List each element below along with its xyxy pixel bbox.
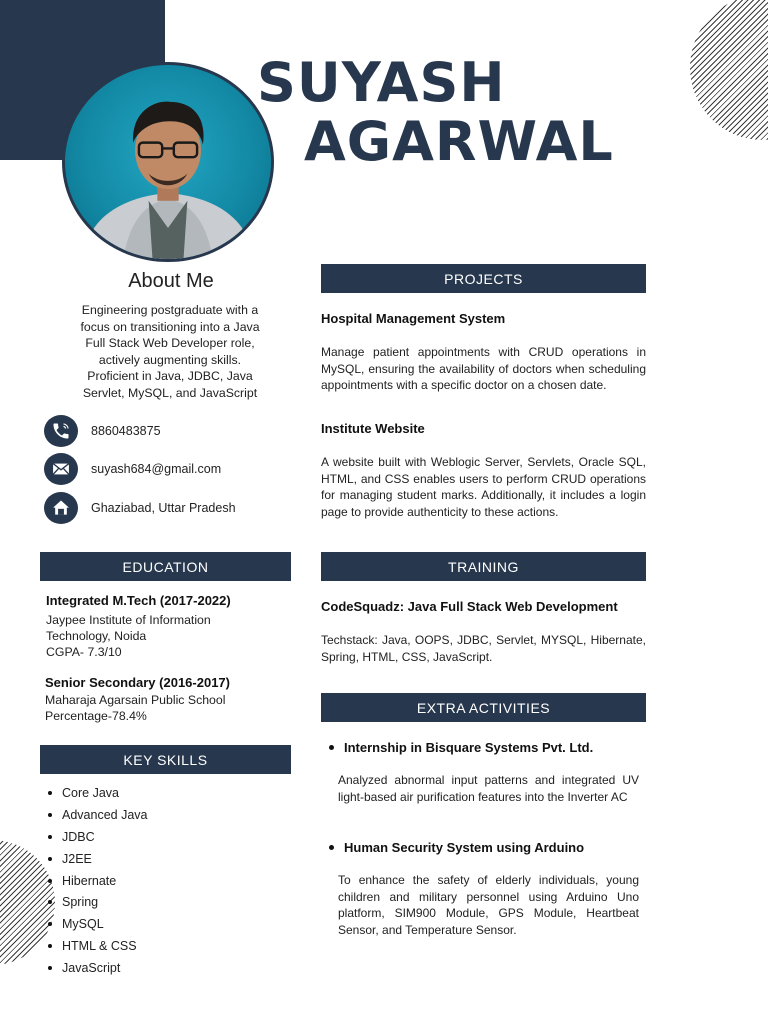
about-line: focus on transitioning into a Java (80, 319, 260, 334)
education-entry (45, 675, 230, 690)
project-description: A website built with Weblogic Server, Servlets, Oracle SQL, HTML, and CSS enables users to perform CRUD operations for managing student marks. Additionally, it includes a login page to provide authenticity to these actions. (321, 455, 646, 519)
bullet (329, 745, 334, 750)
name-last: AGARWAL (304, 110, 614, 173)
skill-item: JDBC (48, 828, 147, 850)
about-line: Proficient in Java, JDBC, Java (87, 369, 253, 383)
skill-item: HTML & CSS (48, 937, 147, 959)
about-title: About Me (128, 270, 214, 292)
contact-email (44, 453, 221, 485)
skill-item: J2EE (48, 850, 147, 872)
location: Ghaziabad, Uttar Pradesh (91, 501, 236, 515)
activity-item (329, 840, 584, 855)
project-title: Institute Website (321, 421, 425, 436)
training-title: CodeSquadz: Java Full Stack Web Development (321, 599, 618, 614)
hatched-circle-decoration (690, 0, 768, 140)
about-text (52, 302, 288, 401)
education-details (46, 612, 211, 660)
skill-item: Core Java (48, 784, 147, 806)
skill-item: Hibernate (48, 872, 147, 894)
education-heading: Integrated M.Tech (2017-2022) (46, 593, 231, 608)
about-line: actively augmenting skills. (98, 352, 242, 367)
project-title: Hospital Management System (321, 311, 506, 326)
education-line: Jaypee Institute of Information (46, 613, 211, 627)
education-line: Maharaja Agarsain Public School (45, 693, 226, 707)
hatched-circle-decoration (0, 840, 55, 965)
activity-item (329, 740, 593, 755)
phone-icon (44, 415, 78, 447)
project-description: Manage patient appointments with CRUD operations in MySQL, ensuring the availability of doctors when scheduling appointments with a specific doctor on a chosen date. (321, 345, 646, 392)
contact-phone (44, 415, 161, 447)
projects-header: PROJECTS (321, 264, 646, 293)
about-line: Engineering postgraduate with a (81, 303, 259, 317)
training-description: Techstack: Java, OOPS, JDBC, Servlet, MYSQL, Hibernate, Spring, HTML, CSS, JavaScript. (321, 633, 646, 664)
education-header: EDUCATION (40, 552, 291, 581)
education-details (45, 692, 225, 724)
activity-description: Analyzed abnormal input patterns and integrated UV light-based air purification features into the Inverter AC (338, 773, 639, 804)
mail-icon (44, 453, 78, 485)
bullet (329, 845, 334, 850)
education-line: Technology, Noida (46, 629, 147, 643)
training-header: TRAINING (321, 552, 646, 581)
phone-number: 8860483875 (91, 424, 161, 438)
skill-item: Advanced Java (48, 806, 147, 828)
activity-title: Internship in Bisquare Systems Pvt. Ltd. (344, 740, 594, 755)
activity-title: Human Security System using Arduino (344, 840, 585, 855)
email-address: suyash684@gmail.com (91, 462, 222, 476)
education-heading: Senior Secondary (2016-2017) (45, 675, 230, 690)
contact-location (44, 492, 236, 524)
skill-item: JavaScript (48, 959, 147, 981)
activity-description: To enhance the safety of elderly individuals, young children and military personnel using Arduino Uno platform, SIM900 Module, GPS Module, Heartbeat Sensor, and Temperature Sensor. (338, 873, 639, 937)
extra-activities-header: EXTRA ACTIVITIES (321, 693, 646, 722)
key-skills-header: KEY SKILLS (40, 745, 291, 774)
skill-item: Spring (48, 893, 147, 915)
education-line: CGPA- 7.3/10 (46, 645, 122, 659)
skills-list (48, 784, 147, 981)
profile-photo (62, 62, 274, 262)
education-line: Percentage-78.4% (45, 709, 147, 723)
home-icon (44, 492, 78, 524)
education-entry (46, 593, 231, 608)
about-line: Servlet, MySQL, and JavaScript (82, 385, 258, 400)
skill-item: MySQL (48, 915, 147, 937)
name-first: SUYASH (257, 51, 506, 114)
about-line: Full Stack Web Developer role, (85, 336, 255, 350)
